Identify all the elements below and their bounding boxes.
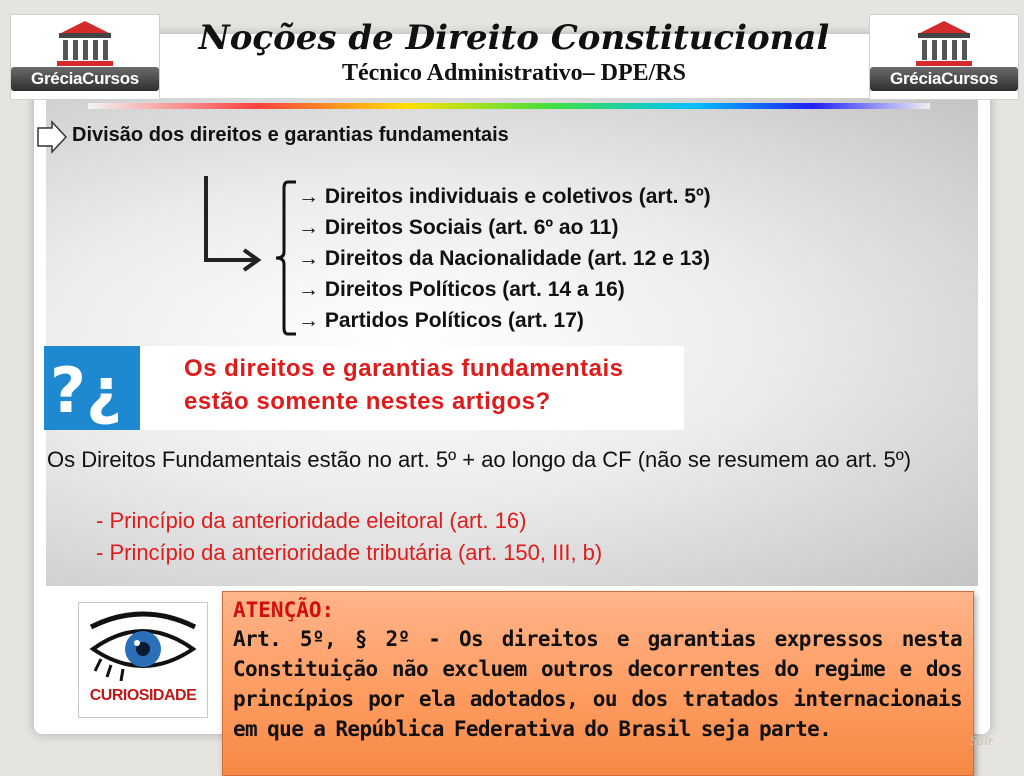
elbow-arrow-icon [196, 172, 266, 272]
logo-brand-text: GréciaCursos [11, 67, 159, 91]
list-item: → Direitos Políticos (art. 14 a 16) [298, 278, 625, 301]
question-text: Os direitos e garantias fundamentais estão somente nestes artigos? [184, 355, 624, 415]
attention-body: Art. 5º, § 2º - Os direitos e garantias expressos nesta Constituição não excluem outros decorrentes do regime e dos princípios por ela adotados, ou dos tratados internacionais em que a República Federativa do Brasil seja parte. [233, 627, 962, 741]
svg-text:?¿: ?¿ [50, 354, 122, 427]
list-item: → Direitos individuais e coletivos (art. 5º) [298, 185, 711, 208]
logo-left [10, 14, 160, 100]
bracket-icon [274, 180, 300, 336]
question-marks-icon [44, 346, 140, 430]
list-item: → Direitos Sociais (art. 6º ao 11) [298, 216, 619, 239]
rights-list [298, 181, 711, 336]
attention-title: ATENÇÃO: [233, 598, 335, 622]
curiosity-badge [78, 602, 208, 718]
logo-right [869, 14, 1019, 100]
answer-point: - Princípio da anterioridade eleitoral (art. 16) [96, 508, 527, 533]
answer-point: - Princípio da anterioridade tributária (art. 150, III, b) [96, 540, 603, 565]
rainbow-divider [88, 103, 930, 109]
section-heading: Divisão dos direitos e garantias fundamentais [72, 124, 509, 146]
exit-link[interactable]: Sair [970, 734, 994, 749]
list-item: → Direitos da Nacionalidade (art. 12 e 13) [298, 247, 710, 270]
list-item: → Partidos Políticos (art. 17) [298, 309, 584, 332]
page-title: Noções de Direito Constitucional [198, 18, 830, 58]
curiosity-label: CURIOSIDADE [85, 683, 201, 709]
logo-brand-text: GréciaCursos [870, 67, 1018, 91]
answer-text: Os Direitos Fundamentais estão no art. 5º + ao longo da CF (não se resumem ao art. 5º) [47, 447, 912, 472]
temple-icon [21, 19, 149, 69]
attention-box [222, 591, 974, 776]
arrow-right-icon [36, 120, 68, 154]
page-subtitle: Técnico Administrativo– DPE/RS [341, 60, 686, 86]
temple-icon [880, 19, 1008, 69]
eye-icon [87, 605, 199, 685]
